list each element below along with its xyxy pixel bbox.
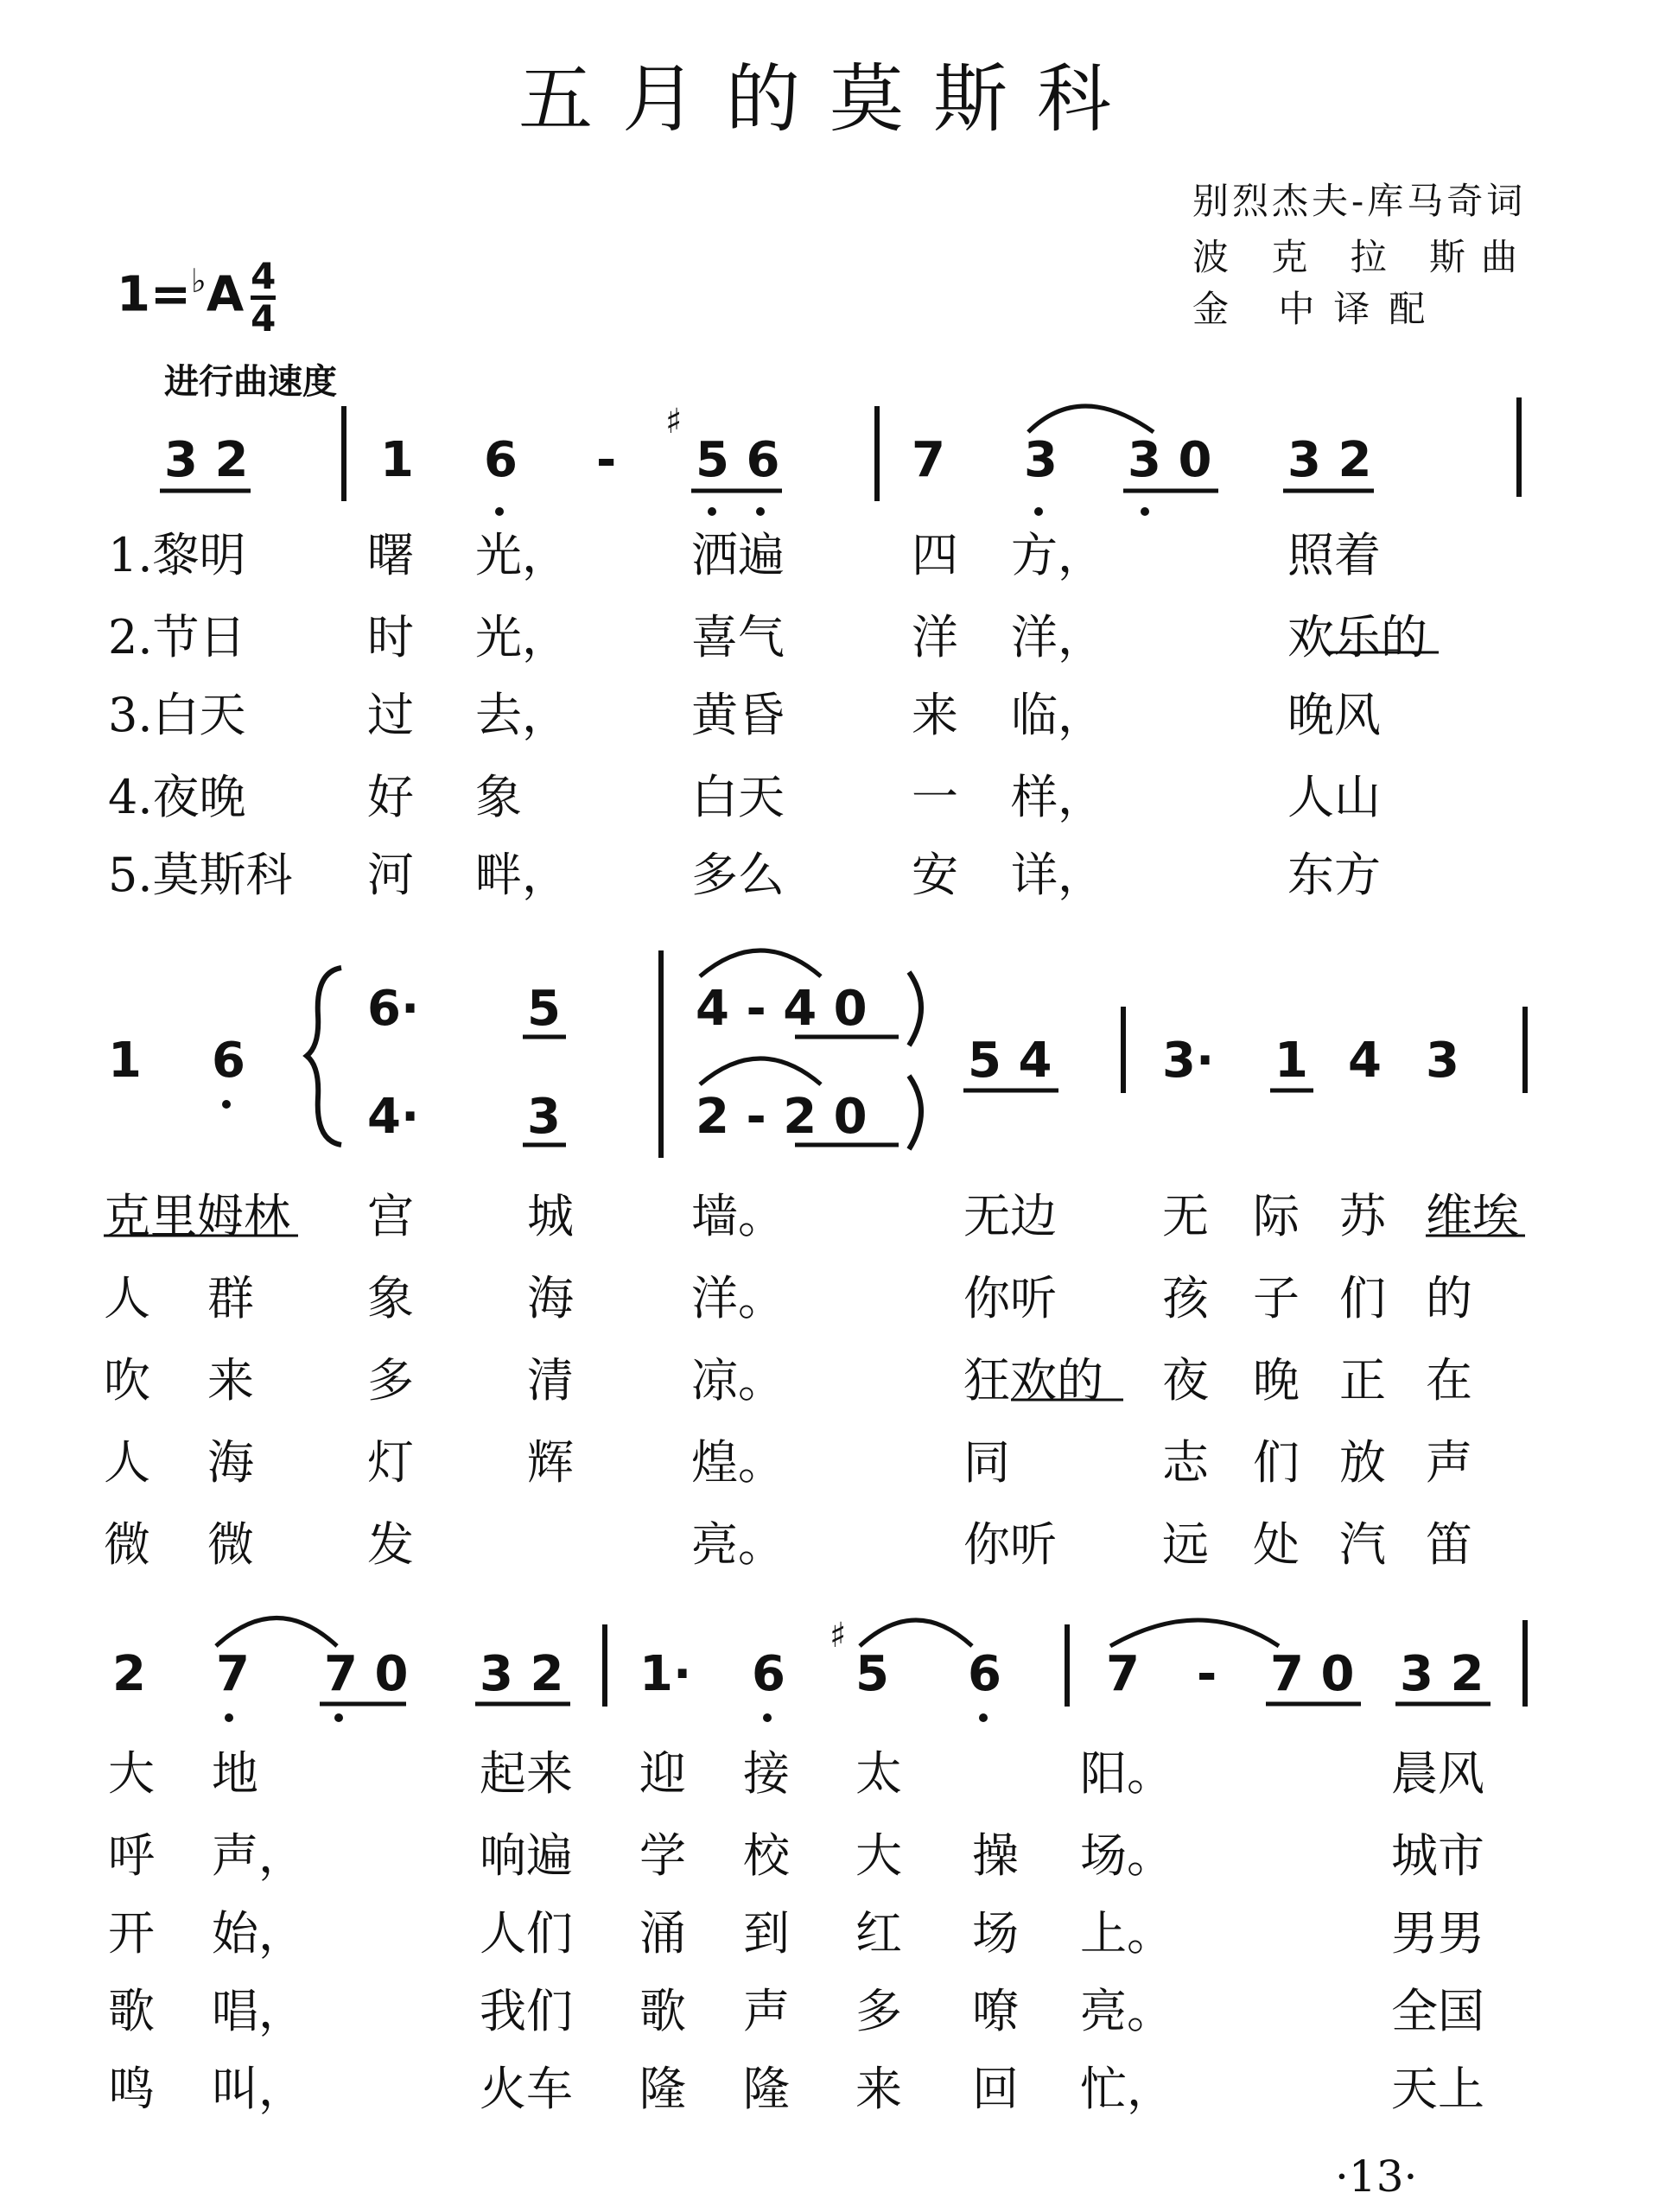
- lyric: 场。: [1080, 1828, 1173, 1883]
- lyric: 安: [912, 848, 958, 902]
- lyric: 煌。: [691, 1435, 785, 1490]
- lyric: 上。: [1080, 1906, 1173, 1961]
- lyric: 地: [212, 1746, 258, 1801]
- lyric: 无: [1162, 1189, 1209, 1243]
- lyric: 隆: [743, 2062, 790, 2116]
- key-tonic: A: [206, 266, 245, 323]
- lyric: 1.黎明: [108, 528, 246, 582]
- lyric: 墙。: [691, 1189, 785, 1243]
- lyric: 隆: [639, 2062, 686, 2116]
- lyric: 涌: [639, 1906, 686, 1961]
- lyric: 晚风: [1287, 688, 1381, 742]
- lyric: 志: [1162, 1435, 1209, 1490]
- lyric: 声，: [212, 1828, 305, 1883]
- lyric: 响遍: [480, 1828, 573, 1883]
- lyric: 人: [104, 1271, 150, 1325]
- lyric: 苏: [1339, 1189, 1386, 1243]
- note-pair: 3 2: [1400, 1646, 1484, 1702]
- note-pair: 5 4: [968, 1033, 1052, 1089]
- lyric: 你听: [963, 1517, 1057, 1572]
- note-group: 2 - 2 0: [696, 1089, 868, 1145]
- lyric: 接: [743, 1746, 790, 1801]
- lyric: 人们: [480, 1906, 573, 1961]
- lyric: 洒遍: [691, 528, 785, 582]
- song-title: 五月的莫斯科: [518, 56, 1141, 143]
- lyric: 笛: [1426, 1517, 1472, 1572]
- lyric: 光，: [475, 528, 569, 582]
- lyric: 到: [743, 1906, 790, 1961]
- composer-credit: 波 克 拉 斯曲: [1192, 236, 1534, 278]
- lyric: 照着: [1287, 528, 1381, 582]
- lyric: 4.夜晚: [108, 770, 246, 824]
- lyric: 夜: [1162, 1353, 1209, 1408]
- lyric: 男男: [1391, 1906, 1484, 1961]
- lyric: 你听: [963, 1271, 1057, 1325]
- bar-lines: [344, 397, 1525, 1707]
- lyric: 多么: [691, 848, 785, 902]
- lyric: 阳。: [1080, 1746, 1173, 1801]
- lyric: 开: [108, 1906, 155, 1961]
- lyric: 象: [475, 770, 522, 824]
- lyric: 无边: [963, 1189, 1057, 1243]
- lyric: 放: [1339, 1435, 1386, 1490]
- note: 4: [1348, 1033, 1382, 1089]
- note-dotted: 3·: [1162, 1033, 1215, 1089]
- note: 7: [912, 432, 945, 488]
- lyric: 河: [367, 848, 414, 902]
- lyric: 城: [527, 1189, 574, 1243]
- lyric: 样，: [1011, 770, 1104, 824]
- lyric: 火车: [480, 2062, 573, 2116]
- lyric: 多: [855, 1984, 902, 2038]
- note-pair: 3 2: [480, 1646, 564, 1702]
- dash: -: [596, 432, 617, 488]
- lyric: 全国: [1391, 1984, 1484, 2038]
- note: 7: [216, 1646, 250, 1702]
- lyric: 人山: [1287, 770, 1381, 824]
- lyric: 5.莫斯科: [108, 848, 293, 902]
- note-pair: 5 6: [696, 432, 780, 488]
- lyric: 一: [912, 770, 958, 824]
- lyric: 晚: [1253, 1353, 1300, 1408]
- lyric: 歌: [639, 1984, 686, 2038]
- lyric: 微: [207, 1517, 254, 1572]
- lyric: 发: [367, 1517, 414, 1572]
- lyric: 白天: [691, 770, 785, 824]
- lyric: 始，: [212, 1906, 305, 1961]
- note-pair: 7 0: [1270, 1646, 1355, 1702]
- lyric: 亮。: [691, 1517, 785, 1572]
- note-pair: 3 2: [1287, 432, 1372, 488]
- dash: -: [1197, 1646, 1217, 1702]
- lyric: 汽: [1339, 1517, 1386, 1572]
- note-group: 4 - 4 0: [696, 981, 868, 1037]
- octave-dots: [222, 507, 1149, 1722]
- lyric: 歌: [108, 1984, 155, 2038]
- lyric: 操: [972, 1828, 1019, 1883]
- lyric: 太: [855, 1746, 902, 1801]
- lyric: 唱，: [212, 1984, 305, 2038]
- lyric: 大: [855, 1828, 902, 1883]
- lyric: 回: [972, 2062, 1019, 2116]
- lyric: 东方: [1287, 848, 1381, 902]
- lyric: 清: [527, 1353, 574, 1408]
- lyric: 曙: [367, 528, 414, 582]
- ties: [216, 406, 1279, 1646]
- lyric: 时: [367, 610, 414, 664]
- lyric: 详，: [1011, 848, 1104, 902]
- lyric: 学: [639, 1828, 686, 1883]
- lyric: 天上: [1391, 2062, 1484, 2116]
- lyric: 鸣: [108, 2062, 155, 2116]
- lyric: 洋，: [1011, 610, 1104, 664]
- lyric: 起来: [480, 1746, 573, 1801]
- lyric: 嘹: [972, 1984, 1019, 2038]
- lyric: 好: [367, 770, 414, 824]
- lyric: 孩: [1162, 1271, 1209, 1325]
- lyric: 宫: [367, 1189, 414, 1243]
- lyric: 群: [207, 1271, 254, 1325]
- note-dotted: 1·: [639, 1646, 692, 1702]
- lyric: 海: [527, 1271, 574, 1325]
- brace: [307, 968, 341, 1145]
- lyric: 吹: [104, 1353, 150, 1408]
- lyric: 2.节日: [108, 610, 246, 664]
- note: 3: [1426, 1033, 1459, 1089]
- lyric: 洋: [912, 610, 958, 664]
- lyric: 海: [207, 1435, 254, 1490]
- lyric: 畔，: [475, 848, 569, 902]
- note: 1: [108, 1033, 142, 1089]
- lyric: 呼: [108, 1828, 155, 1883]
- lyric: 校: [743, 1828, 790, 1883]
- lyric: 方，: [1011, 528, 1104, 582]
- note: 3: [1024, 432, 1058, 488]
- lyric: 多: [367, 1353, 414, 1408]
- lyric: 们: [1253, 1435, 1300, 1490]
- time-bottom: 4: [251, 297, 276, 340]
- lyric: 大: [108, 1746, 155, 1801]
- lyric: 凉。: [691, 1353, 785, 1408]
- sharp-sign: ♯: [830, 1616, 847, 1656]
- lyric: 我们: [480, 1984, 573, 2038]
- time-top: 4: [251, 257, 276, 300]
- page-number: ·13·: [1335, 2152, 1418, 2202]
- lyric: 的: [1426, 1271, 1472, 1325]
- note: 7: [1106, 1646, 1140, 1702]
- lyric: 去，: [475, 688, 569, 742]
- lyric: 来: [855, 2062, 902, 2116]
- note: 6: [752, 1646, 785, 1702]
- note: 6: [212, 1033, 245, 1089]
- note: 6: [484, 432, 518, 488]
- tempo-marking: 进行曲速度: [164, 361, 337, 402]
- note: 5: [527, 981, 561, 1037]
- lyric: 晨风: [1391, 1746, 1484, 1801]
- note: 6: [968, 1646, 1001, 1702]
- lyric: 在: [1426, 1353, 1472, 1408]
- translator-credit: 金 中译配: [1192, 288, 1445, 330]
- lyric: 辉: [527, 1435, 574, 1490]
- lyric: 欢乐的: [1287, 610, 1427, 664]
- note-dotted: 4·: [367, 1089, 420, 1145]
- lyric: 际: [1253, 1189, 1300, 1243]
- lyric: 忙，: [1080, 2062, 1173, 2116]
- note-pair: 3 0: [1128, 432, 1212, 488]
- lyric: 们: [1339, 1271, 1386, 1325]
- lyric: 过: [367, 688, 414, 742]
- lyric: 洋。: [691, 1271, 785, 1325]
- lyric: 灯: [367, 1435, 414, 1490]
- flat-symbol: ♭: [190, 261, 207, 300]
- key-prefix: 1=: [117, 266, 191, 323]
- lyric: 叫，: [212, 2062, 305, 2116]
- lyric: 子: [1253, 1271, 1300, 1325]
- lyricist-credit: 别烈杰夫-库马奇词: [1192, 180, 1527, 222]
- lyric: 象: [367, 1271, 414, 1325]
- lyric: 光，: [475, 610, 569, 664]
- note: 2: [112, 1646, 146, 1702]
- lyric: 克里姆林: [104, 1189, 290, 1243]
- lyric: 红: [855, 1906, 902, 1961]
- lyric: 四: [912, 528, 958, 582]
- lyric: 处: [1253, 1517, 1300, 1572]
- note: 3: [527, 1089, 561, 1145]
- note-pair: 7 0: [324, 1646, 409, 1702]
- lyric: 城市: [1391, 1828, 1484, 1883]
- note: 1: [1274, 1033, 1308, 1089]
- lyric: 人: [104, 1435, 150, 1490]
- lyric: 声: [1426, 1435, 1472, 1490]
- lyric: 迎: [639, 1746, 686, 1801]
- lyric: 黄昏: [691, 688, 785, 742]
- lyric: 亮。: [1080, 1984, 1173, 2038]
- note-dotted: 6·: [367, 981, 420, 1037]
- lyric: 远: [1162, 1517, 1209, 1572]
- lyric: 微: [104, 1517, 150, 1572]
- note: 5: [855, 1646, 889, 1702]
- parentheses: [909, 972, 921, 1149]
- lyric: 同: [963, 1435, 1010, 1490]
- beams: [160, 491, 1491, 1704]
- lyric: 维埃: [1426, 1189, 1519, 1243]
- lyric: 正: [1339, 1353, 1386, 1408]
- lyric: 3.白天: [108, 688, 246, 742]
- lyric: 来: [912, 688, 958, 742]
- lyric: 喜气: [691, 610, 785, 664]
- note-pickup: 3 2: [164, 432, 249, 488]
- note: 1: [380, 432, 414, 488]
- sharp-sign: ♯: [665, 402, 683, 442]
- lyric: 狂欢的: [963, 1353, 1103, 1408]
- lyric: 声: [743, 1984, 790, 2038]
- lyric: 来: [207, 1353, 254, 1408]
- lyric: 场: [972, 1906, 1019, 1961]
- lyric: 临，: [1011, 688, 1104, 742]
